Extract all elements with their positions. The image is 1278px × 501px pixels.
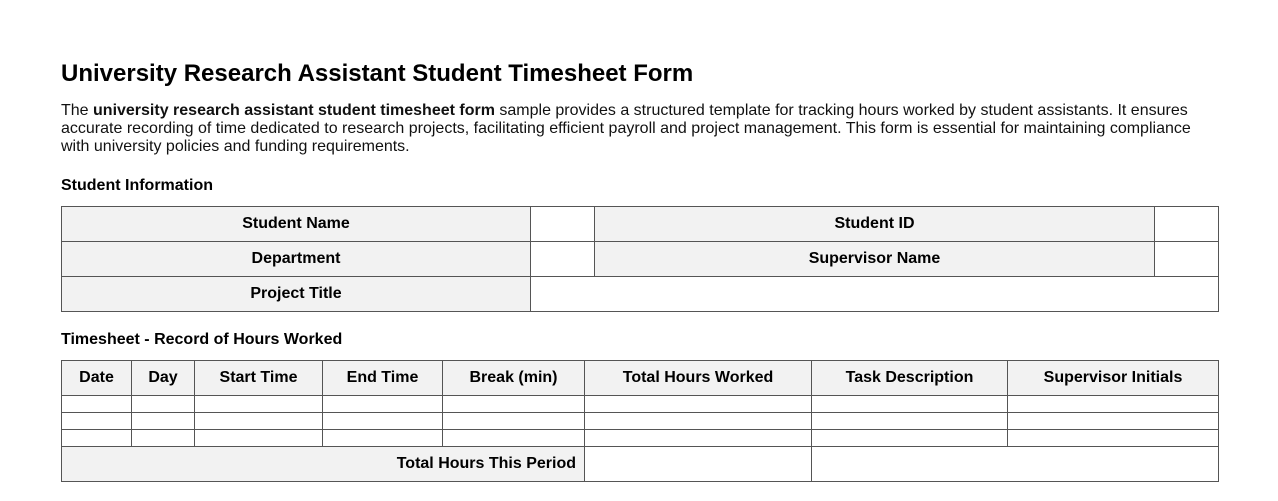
end-time-cell[interactable]	[323, 430, 443, 447]
department-label: Department	[62, 242, 531, 277]
day-cell[interactable]	[132, 413, 195, 430]
timesheet-heading: Timesheet - Record of Hours Worked	[61, 331, 343, 348]
project-title-field[interactable]	[531, 277, 1219, 312]
start-time-cell[interactable]	[195, 430, 323, 447]
day-cell[interactable]	[132, 396, 195, 413]
total-row	[62, 447, 1219, 482]
task-description-cell[interactable]	[812, 430, 1008, 447]
task-description-cell[interactable]	[812, 413, 1008, 430]
table-row	[62, 396, 1219, 413]
col-task-description: Task Description	[812, 361, 1008, 396]
student-id-field[interactable]	[1155, 207, 1219, 242]
info-row	[62, 277, 1219, 312]
student-name-field[interactable]	[531, 207, 595, 242]
end-time-cell[interactable]	[323, 396, 443, 413]
total-row-blank	[812, 447, 1219, 482]
supervisor-name-label: Supervisor Name	[595, 242, 1155, 277]
break-cell[interactable]	[443, 413, 585, 430]
total-hours-period-value[interactable]	[585, 447, 812, 482]
department-field[interactable]	[531, 242, 595, 277]
col-total-hours: Total Hours Worked	[585, 361, 812, 396]
supervisor-initials-cell[interactable]	[1008, 413, 1219, 430]
intro-bold: university research assistant student timesheet form	[93, 102, 495, 119]
table-row	[62, 413, 1219, 430]
total-hours-cell[interactable]	[585, 396, 812, 413]
break-cell[interactable]	[443, 396, 585, 413]
header-row	[62, 361, 1219, 396]
col-day: Day	[132, 361, 195, 396]
student-info-heading: Student Information	[61, 177, 213, 194]
end-time-cell[interactable]	[323, 413, 443, 430]
supervisor-initials-cell[interactable]	[1008, 430, 1219, 447]
date-cell[interactable]	[62, 396, 132, 413]
start-time-cell[interactable]	[195, 413, 323, 430]
task-description-cell[interactable]	[812, 396, 1008, 413]
total-hours-cell[interactable]	[585, 430, 812, 447]
intro-prefix: The	[61, 102, 94, 119]
timesheet-document	[61, 58, 1218, 472]
date-cell[interactable]	[62, 430, 132, 447]
project-title-label: Project Title	[62, 277, 531, 312]
timesheet-table	[61, 360, 1219, 482]
intro-suffix: sample provides a structured template for tracking hours worked by student assistants. It ensures accurate recording of time dedicated to research projects, facilitating efficient payroll and project management. This form is essential for maintaining compliance with university policies and funding requirements.	[61, 102, 1191, 155]
student-info-table	[61, 206, 1219, 312]
supervisor-initials-cell[interactable]	[1008, 396, 1219, 413]
date-cell[interactable]	[62, 413, 132, 430]
day-cell[interactable]	[132, 430, 195, 447]
start-time-cell[interactable]	[195, 396, 323, 413]
col-end-time: End Time	[323, 361, 443, 396]
page-title: University Research Assistant Student Timesheet Form	[61, 60, 694, 87]
student-name-label: Student Name	[62, 207, 531, 242]
col-start-time: Start Time	[195, 361, 323, 396]
info-row	[62, 207, 1219, 242]
student-id-label: Student ID	[595, 207, 1155, 242]
total-hours-period-label: Total Hours This Period	[62, 447, 585, 482]
col-supervisor-initials: Supervisor Initials	[1008, 361, 1219, 396]
supervisor-name-field[interactable]	[1155, 242, 1219, 277]
col-break: Break (min)	[443, 361, 585, 396]
total-hours-cell[interactable]	[585, 413, 812, 430]
intro-paragraph	[61, 102, 1218, 156]
col-date: Date	[62, 361, 132, 396]
table-row	[62, 430, 1219, 447]
info-row	[62, 242, 1219, 277]
break-cell[interactable]	[443, 430, 585, 447]
